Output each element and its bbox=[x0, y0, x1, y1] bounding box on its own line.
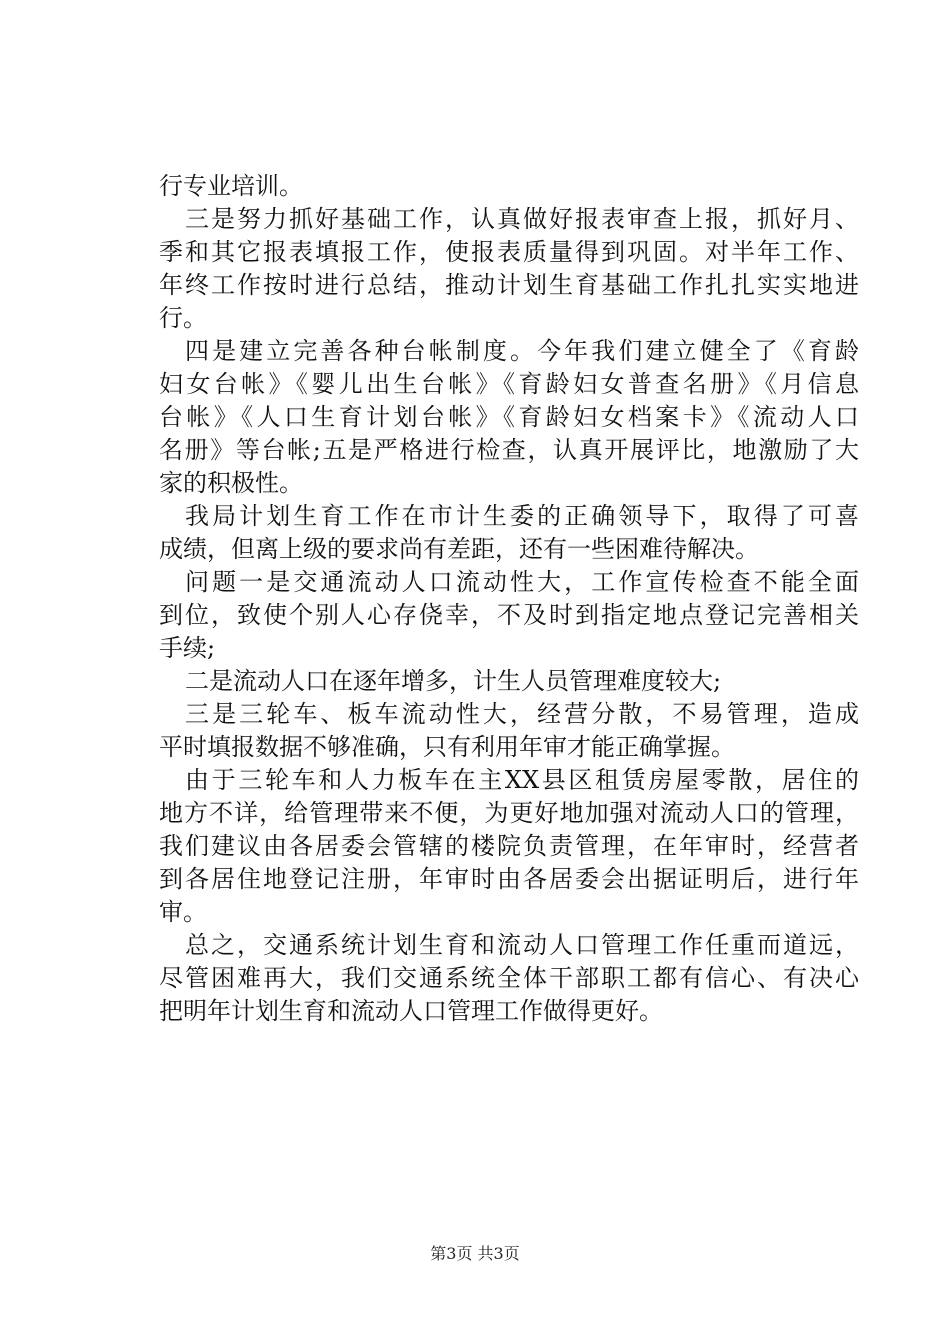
text-line: 总之，交通系统计划生育和流动人口管理工作任重而道远， bbox=[185, 931, 859, 959]
text-line: 行专业培训。 bbox=[159, 172, 303, 200]
text-line: 妇女台帐》《婴儿出生台帐》《育龄妇女普查名册》《月信息 bbox=[159, 370, 859, 398]
text-line: 到位，致使个别人心存侥幸，不及时到指定地点登记完善相关 bbox=[159, 601, 859, 629]
text-line: 平时填报数据不够准确，只有利用年审才能正确掌握。 bbox=[159, 733, 735, 761]
text-line: 三是努力抓好基础工作，认真做好报表审查上报，抓好月、 bbox=[185, 205, 859, 233]
text-line: 由于三轮车和人力板车在主XX县区租赁房屋零散，居住的 bbox=[185, 766, 859, 794]
text-line: 到各居住地登记注册，年审时由各居委会出据证明后，进行年 bbox=[159, 865, 859, 893]
text-line: 手续; bbox=[159, 634, 216, 662]
text-line: 尽管困难再大，我们交通系统全体干部职工都有信心、有决心 bbox=[159, 964, 859, 992]
text-line: 地方不详，给管理带来不便，为更好地加强对流动人口的管理， bbox=[159, 799, 859, 827]
text-line: 四是建立完善各种台帐制度。今年我们建立健全了《育龄 bbox=[185, 337, 859, 365]
text-line: 名册》等台帐;五是严格进行检查，认真开展评比，地激励了大 bbox=[159, 436, 859, 464]
text-line: 成绩，但离上级的要求尚有差距，还有一些困难待解决。 bbox=[159, 535, 759, 563]
text-line: 问题一是交通流动人口流动性大，工作宣传检查不能全面 bbox=[185, 568, 859, 596]
text-line: 我们建议由各居委会管辖的楼院负责管理，在年审时，经营者 bbox=[159, 832, 859, 860]
text-line: 审。 bbox=[159, 898, 207, 926]
text-line: 我局计划生育工作在市计生委的正确领导下，取得了可喜 bbox=[185, 502, 859, 530]
text-line: 行。 bbox=[159, 304, 207, 332]
text-line: 二是流动人口在逐年增多，计生人员管理难度较大; bbox=[185, 667, 722, 695]
page-footer: 第3页 共3页 bbox=[430, 1244, 520, 1263]
document-body bbox=[159, 170, 859, 1028]
text-line: 家的积极性。 bbox=[159, 469, 303, 497]
text-line: 年终工作按时进行总结，推动计划生育基础工作扎扎实实地进 bbox=[159, 271, 859, 299]
text-line: 季和其它报表填报工作，使报表质量得到巩固。对半年工作、 bbox=[159, 238, 859, 266]
text-line: 台帐》《人口生育计划台帐》《育龄妇女档案卡》《流动人口 bbox=[159, 403, 859, 431]
text-line: 把明年计划生育和流动人口管理工作做得更好。 bbox=[159, 997, 663, 1025]
text-line: 三是三轮车、板车流动性大，经营分散，不易管理，造成 bbox=[185, 700, 859, 728]
